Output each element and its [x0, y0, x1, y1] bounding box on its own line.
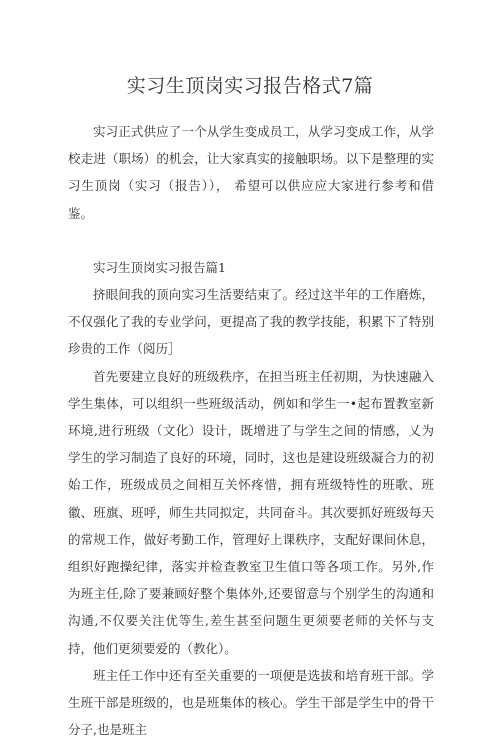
body-paragraph-1: 挤眼间我的顶向实习生活要结束了。经过这半年的工作磨炼，不仅强化了我的专业学问，更提高了我的教学技能，积累下了特别珍贵的工作（阅历］ [68, 287, 434, 357]
body-paragraph-2: 首先要建立良好的班级秩序，在担当班主任初期，为快速融入学生集体，可以组织一些班级活动，例如和学生一•起布置教室新环境,进行班级（文化）设计，既增进了与学生之间的情感，乂为学生的学习制造了良好的环境，同时，这也是建设班级凝合力的初始工作，班级成员之间相互关怀疼惜，拥有班级特性的班歌、班徽、班旗、班呼，师生共同拟定，共同奋斗。其次要抓好班级每天的常规工作，做好考勤工作，管理好上课秩序，支配好课间休息，组织好跑操纪律，落实并检查教室卫生值口等各项工作。另外,作为班主任,除了要兼顾好整个集体外,还要留意与个别学生的沟通和沟通,不仅要关注优等生,差生甚至问题生更须要老师的关怀与支持，他们更须要爱的（教化）。 [68, 368, 434, 656]
section-heading: 实习生顶岗实习报告篇1 [93, 259, 226, 275]
body-paragraph-3: 班主任工作中还有至关重要的一项便是选拔和培育班干部。学生班干部是班级的，也是班集体的核心。学生干部是学生中的骨干分子,也是班主 [68, 667, 434, 738]
intro-paragraph: 实习正式供应了一个从学生变成员工，从学习变成工作，从学校走进（职场）的机会，让大家真实的接触职场。以下是整理的实习生顶岗（实习（报告））， 希望可以供应应大家进行参考和借鉴。 [68, 124, 434, 221]
document-title: 实习生顶岗实习报告格式7篇 [126, 75, 374, 97]
document-body [68, 118, 434, 743]
